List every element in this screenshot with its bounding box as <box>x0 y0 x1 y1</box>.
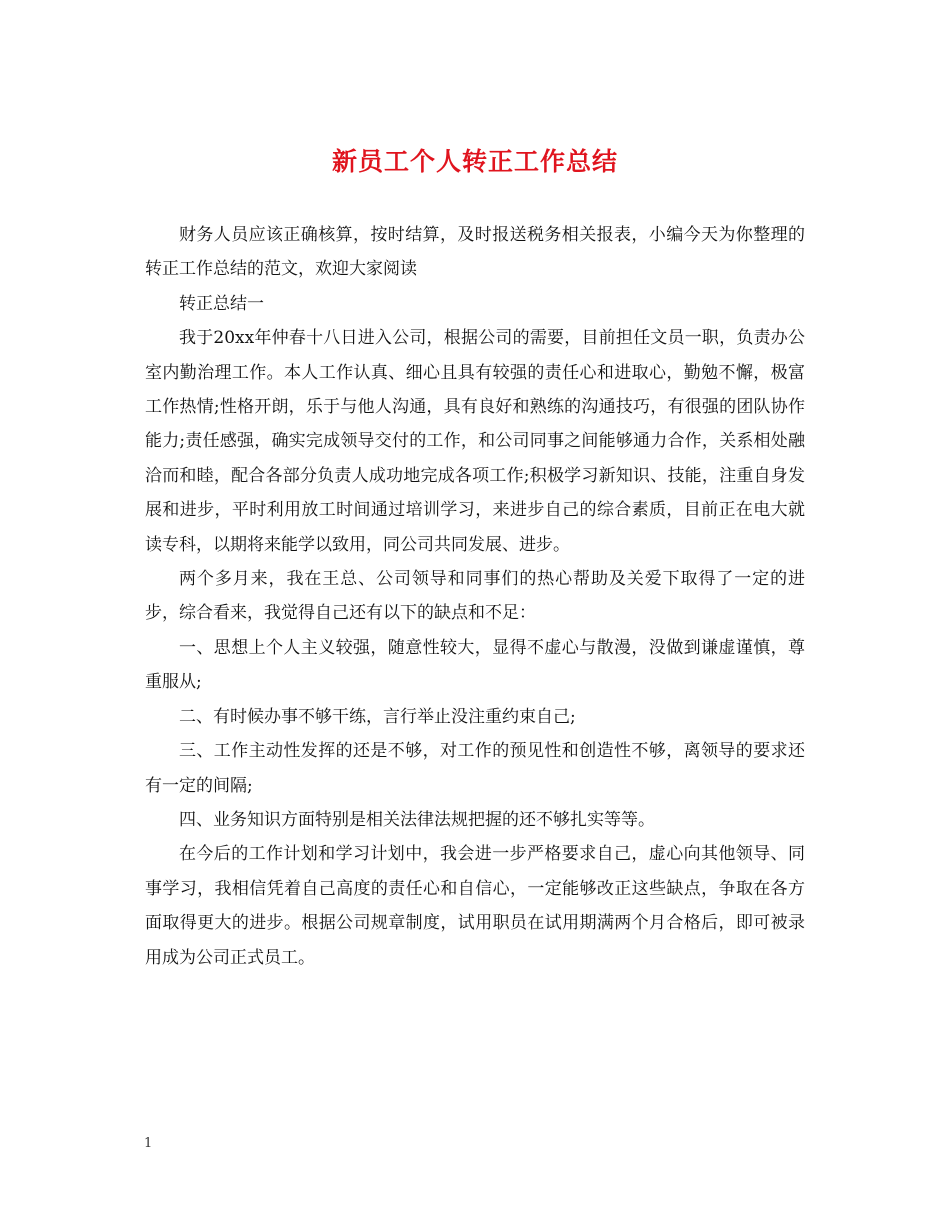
list-item: 二、有时候办事不够干练，言行举止没注重约束自己; <box>179 706 576 727</box>
document-title: 新员工个人转正工作总结 <box>331 147 618 176</box>
list-item: 四、业务知识方面特别是相关法律法规把握的还不够扎实等等。 <box>179 809 655 830</box>
list-item: 三、工作主动性发挥的还是不够，对工作的预见性和创造性不够，离领导的要求还有一定的间隔; <box>145 741 805 796</box>
body-paragraph: 我于20xx年仲春十八日进入公司，根据公司的需要，目前担任文员一职，负责办公室内勤治理工作。本人工作认真、细心且具有较强的责任心和进取心，勤勉不懈，极富工作热情;性格开朗，乐于与他人沟通，具有良好和熟练的沟通技巧，有很强的团队协作能力;责任感强，确实完成领导交付的工作，和公司同事之间能够通力合作，关系相处融洽而和睦，配合各部分负责人成功地完成各项工作;积极学习新知识、技能，注重自身发展和进步，平时利用放工时间通过培训学习，来进步自己的综合素质，目前正在电大就读专科，以期将来能学以致用，同公司共同发展、进步。 <box>145 328 805 555</box>
body-paragraph: 两个多月来，我在王总、公司领导和同事们的热心帮助及关爱下取得了一定的进步，综合看来，我觉得自己还有以下的缺点和不足： <box>145 569 805 624</box>
list-item: 一、思想上个人主义较强，随意性较大，显得不虚心与散漫，没做到谦虚谨慎，尊重服从; <box>145 637 805 693</box>
section-heading: 转正总结一 <box>179 293 264 314</box>
body-paragraph: 在今后的工作计划和学习计划中，我会进一步严格要求自己，虚心向其他领导、同事学习，我相信凭着自己高度的责任心和自信心，一定能够改正这些缺点，争取在各方面取得更大的进步。根据公司规章制度，试用职员在试用期满两个月合格后，即可被录用成为公司正式员工。 <box>145 844 805 968</box>
intro-paragraph: 财务人员应该正确核算，按时结算，及时报送税务相关报表，小编今天为你整理的转正工作总结的范文，欢迎大家阅读 <box>145 225 805 280</box>
page-number: 1 <box>144 1136 153 1151</box>
document-body <box>145 218 805 975</box>
